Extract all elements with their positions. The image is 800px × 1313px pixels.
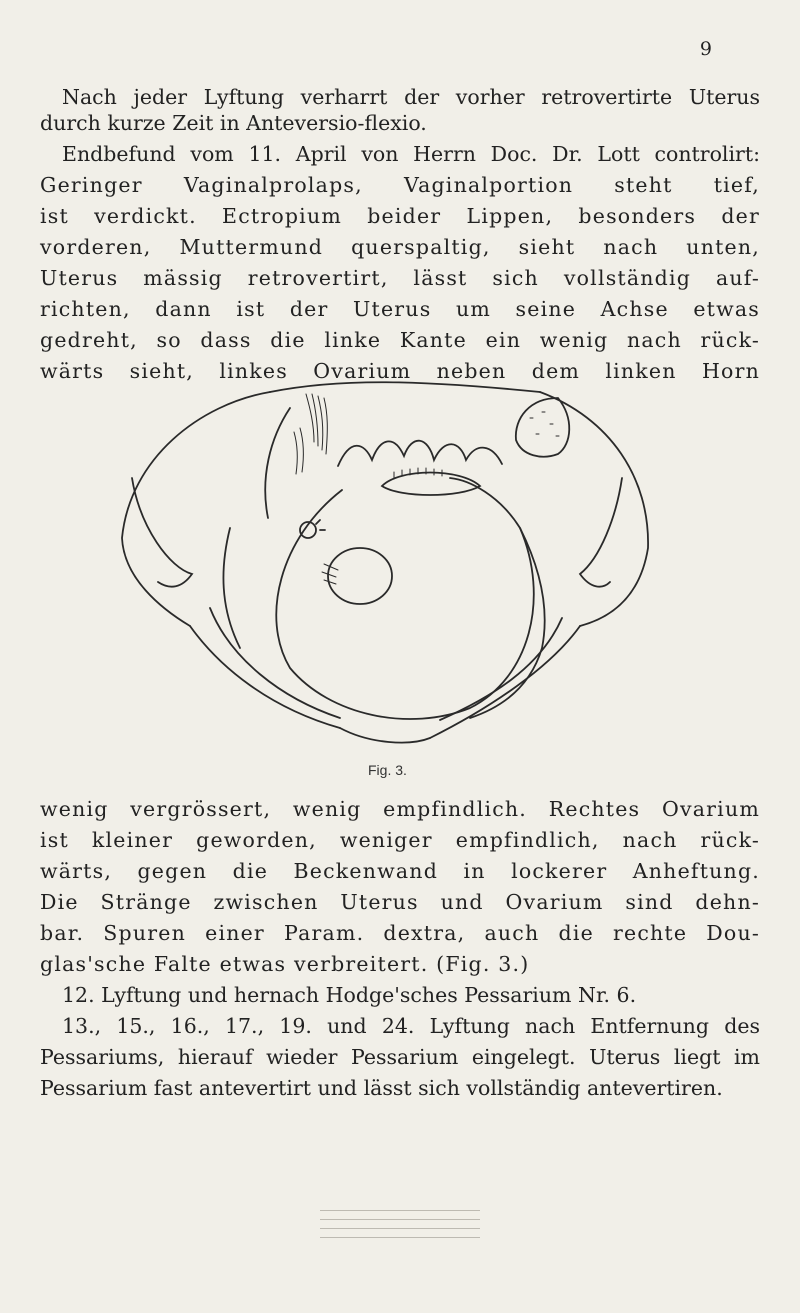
text-line: wärts sieht, linkes Ovarium neben dem linken Horn [40, 359, 760, 383]
text-line: 12. Lyftung und hernach Hodge'sches Pessarium Nr. 6. [62, 983, 637, 1007]
sacral-line [338, 441, 502, 466]
pelvis-diagram [110, 368, 660, 760]
right-ovary [516, 398, 569, 457]
cervix [328, 548, 392, 604]
text-line: Geringer Vaginalprolaps, Vaginalportion steht tief, [40, 173, 760, 197]
rule [320, 1237, 480, 1246]
hatching [294, 394, 327, 474]
text-line: durch kurze Zeit in Anteversio-flexio. [40, 111, 427, 135]
pelvic-outline [122, 392, 270, 626]
left-wall [190, 626, 340, 728]
rule [320, 1219, 480, 1228]
left-ovary-mark [316, 520, 325, 530]
text-line: Nach jeder Lyftung verharrt der vorher retrovertirte Uterus [62, 85, 760, 109]
cervix-hatching [322, 564, 338, 584]
text-line: richten, dann ist der Uterus um seine Achse etwas [40, 297, 760, 321]
rule [320, 1228, 480, 1237]
text-line: wenig vergrössert, wenig empfindlich. Rechtes Ovarium [40, 797, 760, 821]
left-ala-inner [265, 408, 290, 518]
text-line: wärts, gegen die Beckenwand in lockerer Anheftung. [40, 859, 760, 883]
text-line: ist verdickt. Ectropium beider Lippen, besonders der [40, 204, 760, 228]
uterus-body [276, 478, 534, 719]
text-line: Die Stränge zwischen Uterus und Ovarium sind dehn- [40, 890, 760, 914]
text-line: gedreht, so dass die linke Kante ein wenig nach rück- [40, 328, 760, 352]
pelvic-rim-top [270, 382, 540, 392]
text-line: ist kleiner geworden, weniger empfindlich, nach rück- [40, 828, 760, 852]
text-line: Endbefund vom 11. April von Herrn Doc. Dr. Lott controlirt: [62, 142, 760, 166]
right-fold [470, 528, 545, 718]
left-ala [132, 478, 192, 587]
left-fold [223, 528, 240, 648]
text-line: bar. Spuren einer Param. dextra, auch die rechte Dou- [40, 921, 760, 945]
text-line: vorderen, Muttermund querspaltig, sieht nach unten, [40, 235, 760, 259]
text-line: glas'sche Falte etwas verbreitert. (Fig. 3.) [40, 952, 530, 976]
bottom-curve [340, 728, 430, 743]
text-line: Pessarium fast antevertirt und lässt sich vollständig antevertiren. [40, 1076, 723, 1100]
right-ala [580, 478, 622, 587]
right-wall [430, 626, 580, 738]
rule [320, 1210, 480, 1219]
page-number: 9 [699, 38, 712, 60]
text-line: 13., 15., 16., 17., 19. und 24. Lyftung nach Entfernung des [62, 1014, 760, 1038]
text-line: Pessariums, hierauf wieder Pessarium eingelegt. Uterus liegt im [40, 1045, 760, 1069]
footer-rules [320, 1210, 480, 1246]
pelvic-outline [540, 392, 648, 626]
sacrum [382, 473, 480, 496]
ovary-dots [530, 412, 559, 436]
text-line: Uterus mässig retrovertirt, lässt sich vollständig auf- [40, 266, 760, 290]
figure-caption: Fig. 3. [368, 762, 407, 778]
